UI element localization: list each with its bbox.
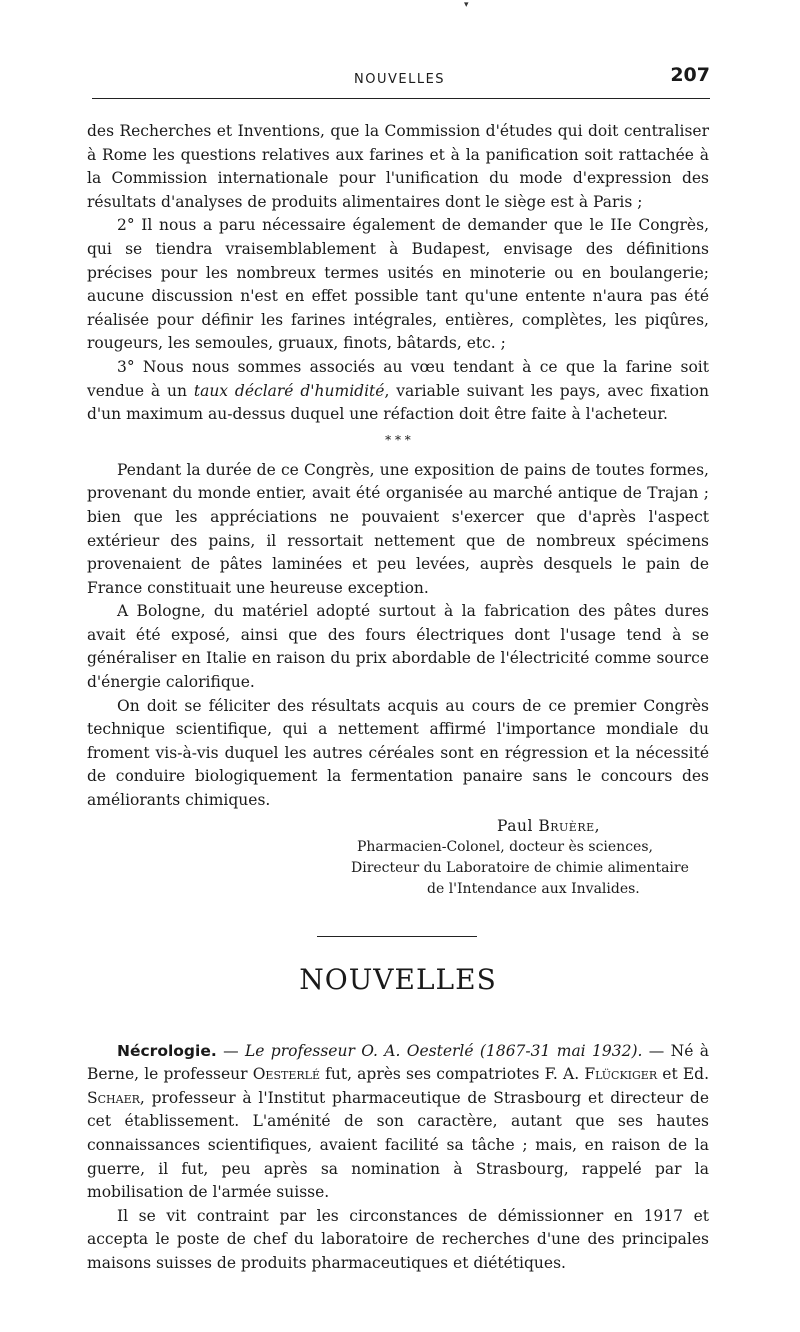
divider-rule: [317, 936, 477, 937]
name-fluckiger: Flückiger: [584, 1065, 658, 1084]
top-margin-mark: ▾: [464, 0, 469, 10]
author-first-name: Paul: [497, 816, 533, 835]
running-title: NOUVELLES: [354, 72, 446, 87]
section-title: NOUVELLES: [299, 962, 497, 996]
paragraph-point-2: 2° Il nous a paru nécessaire également de demander que le IIe Congrès, qui se tiendra vraisemblablement à Budapest, envisage des définitions précises pour les nombreux termes usités en minoterie ou en boulangerie; aucune discussion n'est en effet possible tant qu'une entente n'aura pas été réalisée pour définir les farines intégrales, entières, complètes, les piqûres, rougeurs, les semoules, gruaux, finots, bâtards, etc. ;: [87, 216, 709, 353]
paragraph-point-3: [87, 356, 709, 427]
paragraph-bologne: A Bologne, du matériel adopté surtout à la fabrication des pâtes dures avait été exposé, ainsi que des fours électriques dont l'usage tend à se généraliser en Italie en raison du prix abordable de l'électricité comme source d'énergie calorifique.: [87, 602, 709, 692]
author-last-name: Bruère,: [538, 816, 601, 835]
page-header: [92, 62, 710, 99]
point-3-text-end: , variable suivant les pays, avec fixation d'un maximum au-dessus duquel une réfaction doit être faite à l'acheteur.: [87, 381, 709, 424]
necrology-title: Le professeur O. A. Oesterlé (1867-31 mai 1932).: [244, 1041, 643, 1060]
necrology-text-4: , professeur à l'Institut pharmaceutique de Strasbourg et directeur de cet établissement. L'aménité de son caractère, autant que ses hautes connaissances scientifiques, avaient facilité sa tâche ; mais, en raison de la guerre, il fut, peu après sa nomination à Strasbourg, rappelé par la mobilisation de l'armée suisse.: [87, 1088, 709, 1202]
asterism-separator: * * *: [385, 432, 411, 447]
paragraph-necrology-2: Il se vit contraint par les circonstances de démissionner en 1917 et accepta le poste de chef du laboratoire de recherches d'une des principales maisons suisses de produits pharmaceutiques et diététiques.: [87, 1206, 709, 1272]
point-3-text-start: 3° Nous nous sommes associés au vœu tendant à ce que la farine soit vendue à un: [87, 357, 709, 400]
necrology-text-3: et Ed.: [657, 1065, 710, 1084]
signature-author: [87, 815, 709, 837]
point-3-italic-term: taux déclaré d'humidité: [193, 381, 385, 400]
paragraph-exposition: Pendant la durée de ce Congrès, une exposition de pains de toutes formes, provenant du monde entier, avait été organisée au marché antique de Trajan ; bien que les appréciations ne pouvaient s'exercer que d'après l'aspect extérieur des pains, il ressortait nettement que de nombreux spécimens provenaient de pâtes laminées et peu levées, auprès desquels le pain de France constituait une heureuse exception.: [87, 460, 709, 597]
author-title-line-1: Pharmacien-Colonel, docteur ès sciences,: [357, 838, 653, 855]
necrology-text-1: — Né à Berne, le professeur: [87, 1041, 709, 1084]
paragraph-necrology: [87, 1040, 709, 1205]
necrology-text-2: fut, après ses compatriotes F. A.: [319, 1065, 585, 1084]
necrology-lead: Nécrologie.: [117, 1041, 217, 1060]
signature-block: [87, 815, 709, 900]
name-oesterle: Oesterlé: [252, 1065, 320, 1084]
author-title-line-3: de l'Intendance aux Invalides.: [427, 880, 640, 897]
name-schaer: Schaer: [87, 1088, 140, 1107]
necrology-dash: —: [216, 1041, 245, 1060]
paragraph-continuation: des Recherches et Inventions, que la Commission d'études qui doit centraliser à Rome les questions relatives aux farines et à la panification soit rattachée à la Commission internationale pour l'unification du mode d'expression des résultats d'analyses de produits alimentaires dont le siège est à Paris ;: [87, 122, 709, 211]
page-body: [87, 120, 709, 1276]
author-title-line-2: Directeur du Laboratoire de chimie alimentaire: [351, 859, 689, 876]
section-divider: [87, 900, 709, 960]
page-number: 207: [670, 64, 710, 86]
paragraph-conclusion: On doit se féliciter des résultats acquis au cours de ce premier Congrès technique scientifique, qui a nettement affirmé l'importance mondiale du froment vis-à-vis duquel les autres céréales sont en régression et la nécessité de conduire biologiquement la fermentation panaire sans le concours des améliorants chimiques.: [87, 696, 709, 810]
